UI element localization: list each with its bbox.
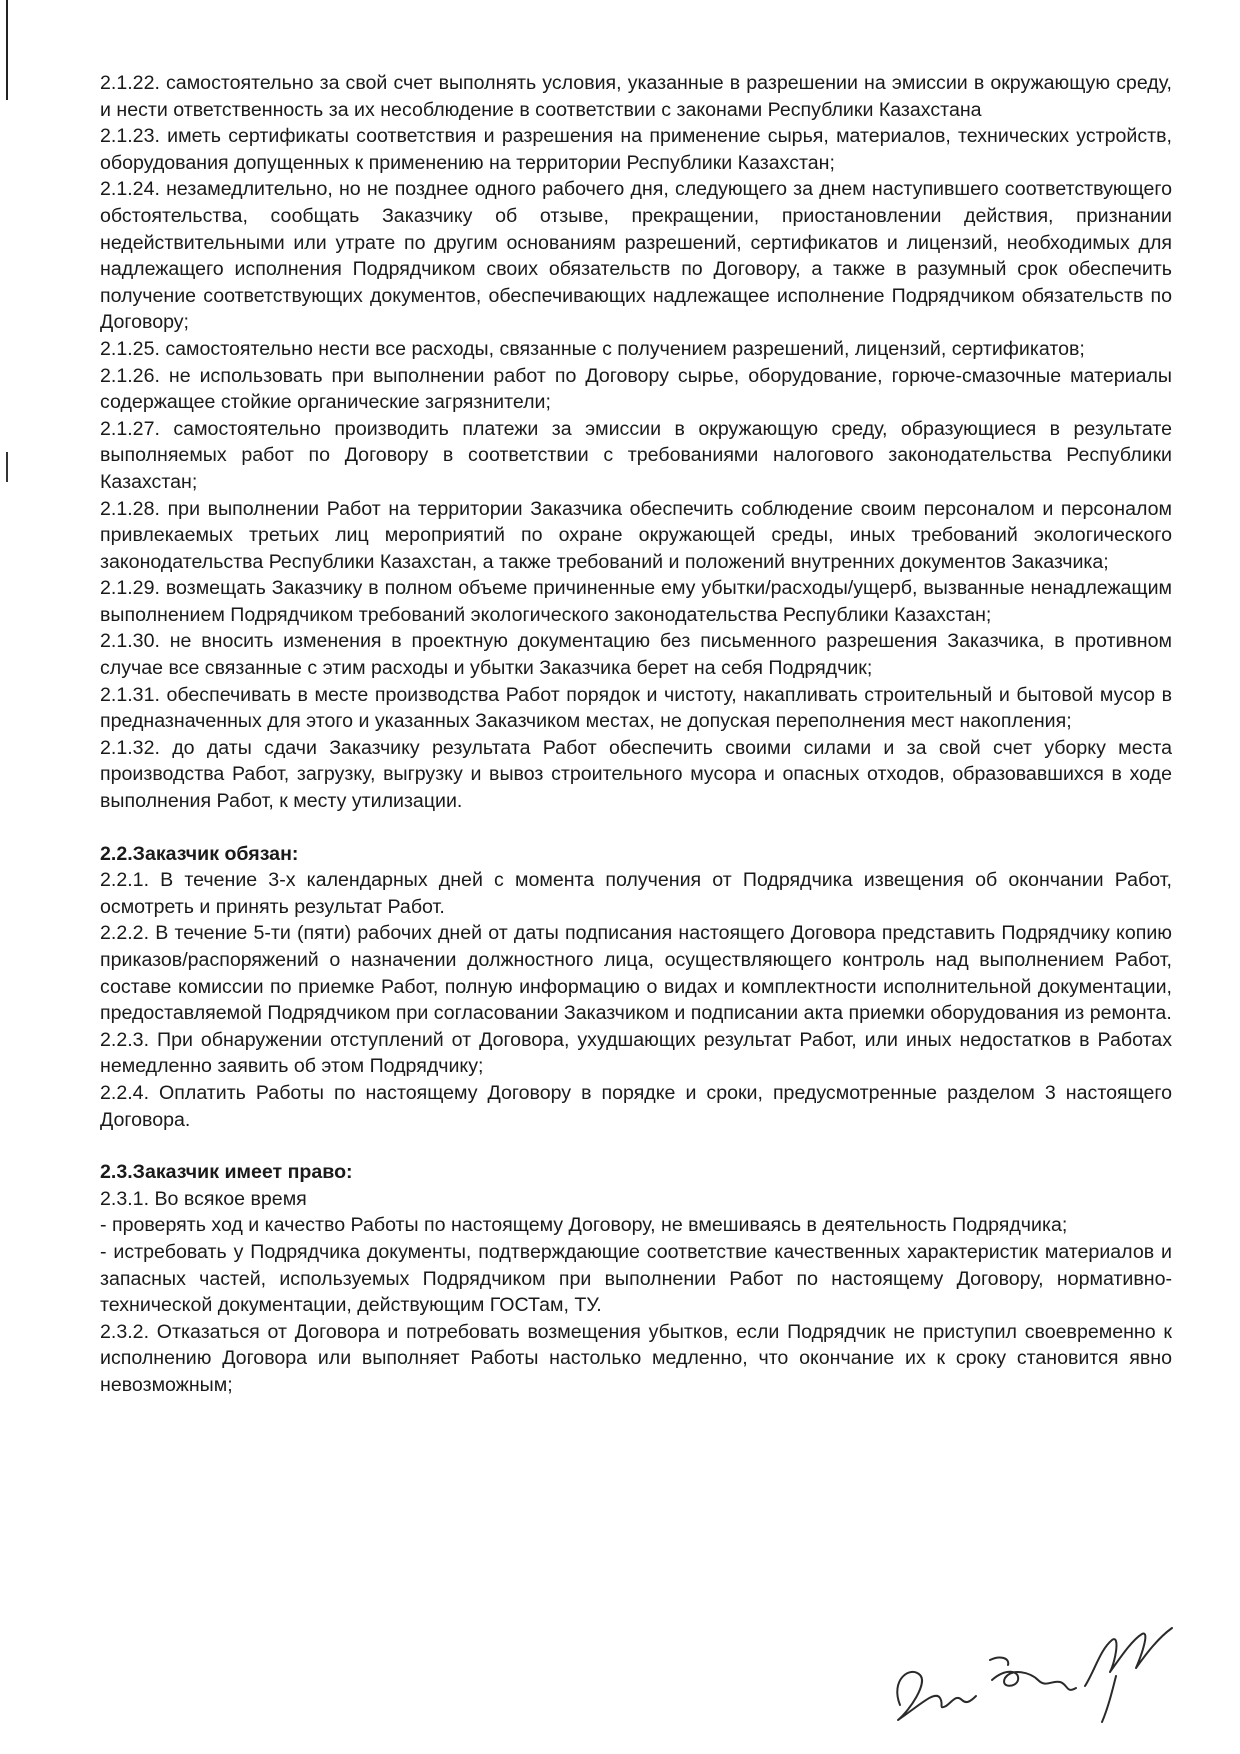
clause-2-1-24: 2.1.24. незамедлительно, но не позднее одного рабочего дня, следующего за днем наступившего соответствующего обстоятельства, сообщать Заказчику об отзыве, прекращении, приостановлении действия, признании недействительными или утрате по другим основаниям разрешений, сертификатов и лицензий, необходимых для надлежащего исполнения Подрядчиком своих обязательств по Договору, а также в разумный срок обеспечить получение соответствующих документов, обеспечивающих надлежащее исполнение Подрядчиком обязательств по Договору; <box>100 178 1172 334</box>
scan-edge-mark <box>6 452 8 482</box>
clause-2-1-22: 2.1.22. самостоятельно за свой счет выполнять условия, указанные в разрешении на эмиссии в окружающую среду, и нести ответственность за их несоблюдение в соответствии с законами Республики Казахстана <box>100 72 1172 121</box>
signature-mark-3 <box>1085 1628 1172 1722</box>
section-spacer <box>100 1133 1172 1159</box>
signature-mark-1 <box>897 1672 976 1720</box>
clause-2-1-30: 2.1.30. не вносить изменения в проектную документацию без письменного разрешения Заказчика, в противном случае все связанные с этим расходы и убытки Заказчика берет на себя Подрядчик; <box>100 630 1172 680</box>
section-spacer <box>100 815 1172 841</box>
scan-edge-mark <box>6 0 8 100</box>
clause-2-3-1: 2.3.1. Во всякое время <box>100 1187 307 1210</box>
clause-2-1-29: 2.1.29. возмещать Заказчику в полном объеме причиненные ему убытки/расходы/ущерб, вызванные ненадлежащим выполнением Подрядчиком требований экологического законодательства Республики Казахстан; <box>100 577 1172 626</box>
clause-2-2-4: 2.2.4. Оплатить Работы по настоящему Договору в порядке и сроки, предусмотренные разделом 3 настоящего Договора. <box>100 1081 1172 1131</box>
signature-mark-2 <box>990 1658 1076 1690</box>
clause-2-2-1: 2.2.1. В течение 3-х календарных дней с момента получения от Подрядчика извещения об окончании Работ, осмотреть и принять результат Работ. <box>100 869 1172 918</box>
clause-2-1-32: 2.1.32. до даты сдачи Заказчику результата Работ обеспечить своими силами и за свой счет уборку места производства Работ, загрузку, выгрузку и вывоз строительного мусора и опасных отходов, образовавшихся в ходе выполнения Работ, к месту утилизации. <box>100 736 1172 813</box>
clause-2-3-2: 2.3.2. Отказаться от Договора и потребовать возмещения убытков, если Подрядчик не приступил своевременно к исполнению Договора или выполняет Работы настолько медленно, что окончание их к сроку становится явно невозможным; <box>100 1320 1172 1396</box>
handwritten-signatures <box>880 1610 1200 1730</box>
clause-2-1-26: 2.1.26. не использовать при выполнении работ по Договору сырье, оборудование, горюче-смазочные материалы содержащее стойкие органические загрязнители; <box>100 364 1172 414</box>
section-heading-2-2: 2.2.Заказчик обязан: <box>100 842 299 865</box>
clause-2-3-1-bullet-2: - истребовать у Подрядчика документы, подтверждающие соответствие качественных характеристик материалов и запасных частей, используемых Подрядчиком при выполнении Работ по настоящему Договору, нормативно-технической документации, действующим ГОСТам, ТУ. <box>100 1240 1172 1317</box>
clause-2-1-27: 2.1.27. самостоятельно производить платежи за эмиссии в окружающую среду, образующиеся в результате выполняемых работ по Договору в соответствии с требованиями налогового законодательства Республики Казахстан; <box>100 417 1172 493</box>
section-heading-2-3: 2.3.Заказчик имеет право: <box>100 1161 353 1184</box>
clause-2-2-2: 2.2.2. В течение 5-ти (пяти) рабочих дней от даты подписания настоящего Договора представить Подрядчику копию приказов/распоряжений о назначении должностного лица, осуществляющего контроль над выполнением Работ, составе комиссии по приемке Работ, полную информацию о видах и комплектности исполнительной документации, предоставляемой Подрядчиком при согласовании Заказчиком и подписании акта приемки оборудования из ремонта. <box>100 922 1172 1025</box>
clause-2-1-25: 2.1.25. самостоятельно нести все расходы, связанные с получением разрешений, лицензий, сертификатов; <box>100 337 1085 360</box>
document-body <box>100 70 1172 1399</box>
clause-2-1-28: 2.1.28. при выполнении Работ на территории Заказчика обеспечить соблюдение своим персоналом и персоналом привлекаемых третьих лиц мероприятий по охране окружающей среды, иных требований экологического законодательства Республики Казахстан, а также требований и положений внутренних документов Заказчика; <box>100 497 1172 573</box>
clause-2-2-3: 2.2.3. При обнаружении отступлений от Договора, ухудшающих результат Работ, или иных недостатков в Работах немедленно заявить об этом Подрядчику; <box>100 1028 1172 1078</box>
clause-2-3-1-bullet-1: - проверять ход и качество Работы по настоящему Договору, не вмешиваясь в деятельность Подрядчика; <box>100 1214 1068 1237</box>
clause-2-1-31: 2.1.31. обеспечивать в месте производства Работ порядок и чистоту, накапливать строительный и бытовой мусор в предназначенных для этого и указанных Заказчиком местах, не допуская переполнения мест накопления; <box>100 683 1172 733</box>
clause-2-1-23: 2.1.23. иметь сертификаты соответствия и разрешения на применение сырья, материалов, технических устройств, оборудования допущенных к применению на территории Республики Казахстан; <box>100 125 1172 174</box>
